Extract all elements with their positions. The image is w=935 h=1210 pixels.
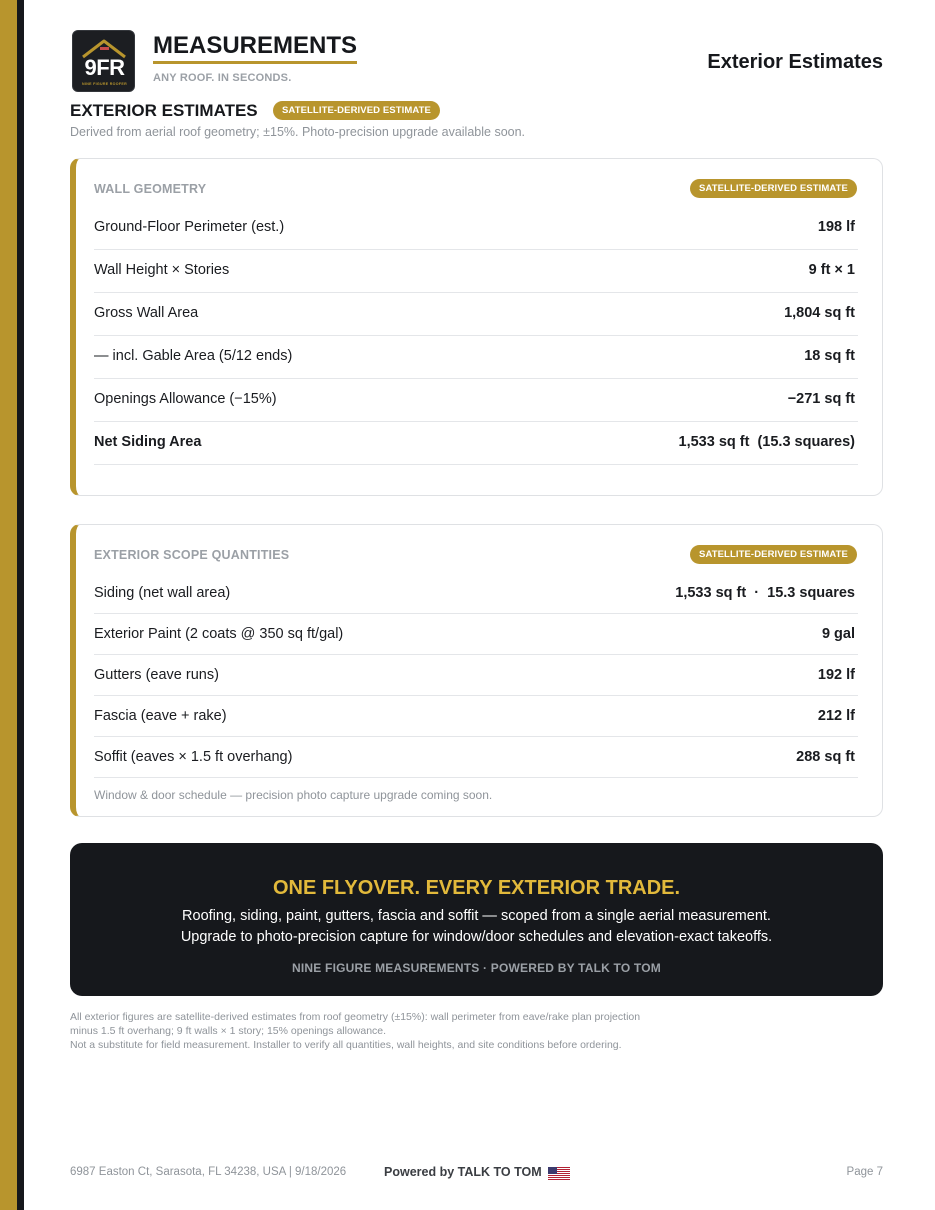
- row-value: 9 gal: [821, 626, 855, 642]
- table-row: [94, 207, 858, 250]
- row-label: Siding (net wall area): [94, 585, 231, 601]
- us-flag-icon: [548, 1167, 570, 1180]
- row-label: Gutters (eave runs): [94, 667, 219, 683]
- table-row-total: [94, 422, 858, 465]
- brand-logo: [72, 30, 135, 92]
- satellite-estimate-badge: SATELLITE-DERIVED ESTIMATE: [690, 179, 857, 198]
- card-header: [94, 545, 857, 565]
- row-label: Openings Allowance (−15%): [94, 391, 277, 407]
- row-value: 212 lf: [817, 708, 855, 724]
- table-row: [94, 250, 858, 293]
- fine-print: [70, 1010, 640, 1052]
- table-row: [94, 696, 858, 737]
- table-row: [94, 336, 858, 379]
- wall-geometry-card: [70, 158, 883, 496]
- table-row: [94, 573, 858, 614]
- wall-geometry-rows: [94, 207, 858, 465]
- brand-title: MEASUREMENTS: [153, 32, 357, 64]
- row-value: 9 ft × 1: [808, 262, 855, 278]
- header-page-title: Exterior Estimates: [707, 51, 883, 73]
- footer-powered-by: Powered by TALK TO TOM: [384, 1165, 542, 1179]
- left-edge-dark-stripe: [17, 0, 24, 1210]
- satellite-estimate-badge: SATELLITE-DERIVED ESTIMATE: [273, 101, 440, 120]
- table-row: [94, 655, 858, 696]
- footer-address: 6987 Easton Ct, Sarasota, FL 34238, USA | 9/18/2026: [70, 1166, 347, 1178]
- table-row: [94, 737, 858, 778]
- row-value: 1,533 sq ft (15.3 squares): [678, 434, 855, 450]
- row-value: 198 lf: [817, 219, 855, 235]
- logo-text: 9FR: [84, 55, 125, 80]
- row-value: −271 sq ft: [787, 391, 855, 407]
- promo-banner: [70, 843, 883, 996]
- table-row: [94, 614, 858, 655]
- page-footer: [70, 1164, 883, 1182]
- row-label: Soffit (eaves × 1.5 ft overhang): [94, 749, 293, 765]
- row-label: Fascia (eave + rake): [94, 708, 227, 724]
- row-label: Gross Wall Area: [94, 305, 199, 321]
- row-label: — incl. Gable Area (5/12 ends): [94, 348, 293, 364]
- brand-tagline: ANY ROOF. IN SECONDS.: [153, 72, 292, 84]
- card-title: WALL GEOMETRY: [94, 182, 207, 196]
- table-row: [94, 379, 858, 422]
- row-label: Exterior Paint (2 coats @ 350 sq ft/gal): [94, 626, 344, 642]
- banner-footer: NINE FIGURE MEASUREMENTS · POWERED BY TALK TO TOM: [292, 961, 661, 975]
- row-value: 288 sq ft: [796, 749, 855, 765]
- logo-subtext: NINE FIGURE ROOFER: [82, 82, 127, 86]
- satellite-estimate-badge: SATELLITE-DERIVED ESTIMATE: [690, 545, 857, 564]
- section-subtitle: Derived from aerial roof geometry; ±15%. Photo-precision upgrade available soon.: [70, 125, 526, 139]
- fine-print-line: minus 1.5 ft overhang; 9 ft walls × 1 story; 15% openings allowance.: [70, 1025, 387, 1037]
- footer-page-number: Page 7: [846, 1166, 883, 1178]
- banner-title: ONE FLYOVER. EVERY EXTERIOR TRADE.: [272, 877, 681, 899]
- card-header: [94, 179, 857, 199]
- banner-line: Upgrade to photo-precision capture for window/door schedules and elevation-exact takeoffs.: [180, 929, 773, 945]
- row-value: 192 lf: [817, 667, 855, 683]
- card-note: Window & door schedule — precision photo capture upgrade coming soon.: [94, 788, 493, 802]
- card-title: EXTERIOR SCOPE QUANTITIES: [94, 548, 290, 562]
- section-title: EXTERIOR ESTIMATES: [70, 101, 258, 120]
- row-label: Wall Height × Stories: [94, 262, 230, 278]
- fine-print-line: All exterior figures are satellite-derived estimates from roof geometry (±15%): wall perimeter from eave/rake plan projection: [70, 1011, 641, 1023]
- exterior-scope-card: [70, 524, 883, 817]
- row-value: 18 sq ft: [804, 348, 855, 364]
- scope-rows: [94, 573, 858, 778]
- row-value: 1,533 sq ft · 15.3 squares: [675, 585, 855, 601]
- row-label: Net Siding Area: [94, 434, 202, 450]
- fine-print-line: Not a substitute for field measurement. Installer to verify all quantities, wall heights, and site conditions before ordering.: [70, 1039, 622, 1051]
- table-row: [94, 293, 858, 336]
- row-label: Ground-Floor Perimeter (est.): [94, 219, 285, 235]
- banner-line: Roofing, siding, paint, gutters, fascia and soffit — scoped from a single aerial measurement.: [182, 908, 771, 924]
- row-value: 1,804 sq ft: [784, 305, 855, 321]
- left-edge-gold-stripe: [0, 0, 17, 1210]
